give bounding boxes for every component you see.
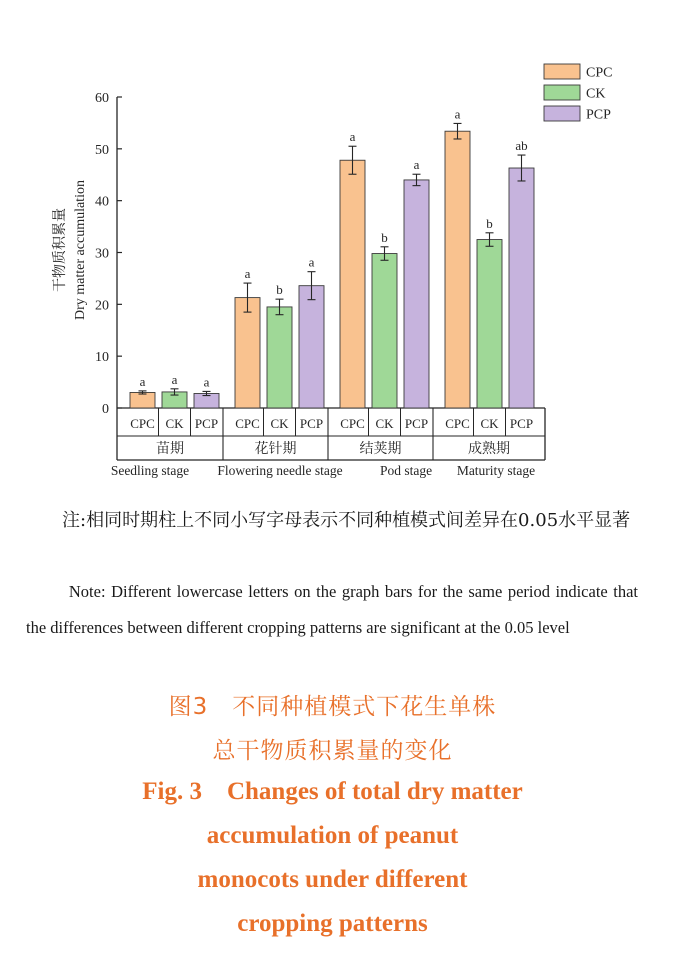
legend-swatch-ck	[544, 85, 580, 100]
y-tick-label: 60	[95, 91, 109, 106]
group-label-zh: 苗期	[156, 441, 184, 457]
bar-pcp	[509, 168, 534, 408]
significance-letter: a	[413, 157, 420, 173]
x-tick-label: CK	[165, 416, 184, 431]
x-tick-label: PCP	[299, 416, 324, 431]
bar-pcp	[299, 286, 324, 408]
y-tick-label: 40	[95, 194, 109, 210]
caption-en-line-3: monocots under different	[197, 866, 468, 893]
y-tick-label: 0	[102, 402, 109, 417]
x-tick-label: CPC	[340, 416, 365, 431]
group-label-zh: 成熟期	[468, 441, 510, 457]
bar-cpc	[235, 298, 260, 408]
x-tick-label: CPC	[130, 416, 155, 431]
caption-en-line-2: accumulation of peanut	[206, 822, 459, 849]
y-tick-label: 10	[95, 350, 109, 366]
note-chinese: 注:相同时期柱上不同小写字母表示不同种植模式间差异在0.05水平显著	[62, 510, 631, 531]
group-label-en: Seedling stage	[110, 463, 190, 478]
significance-letter: a	[139, 373, 146, 389]
bar-ck	[477, 240, 502, 408]
significance-letter: b	[486, 215, 493, 231]
significance-letter: b	[381, 229, 388, 245]
x-tick-label: PCP	[194, 416, 219, 431]
significance-letter: a	[171, 371, 178, 387]
significance-letter: a	[454, 106, 461, 122]
y-tick-label: 20	[95, 298, 109, 314]
y-axis-title-zh: 干物质积累量	[52, 208, 68, 292]
x-tick-label: CPC	[445, 416, 470, 431]
y-tick-label: 50	[95, 142, 109, 158]
bar-ck	[372, 254, 397, 408]
group-label-en: Flowering needle stage	[217, 463, 343, 478]
x-tick-label: PCP	[404, 416, 429, 431]
significance-letter: a	[308, 254, 315, 270]
legend-swatch-cpc	[544, 64, 580, 79]
x-tick-label: PCP	[509, 416, 534, 431]
legend-label-cpc: CPC	[586, 65, 613, 81]
x-tick-label: CK	[270, 416, 289, 431]
bar-cpc	[340, 160, 365, 408]
x-tick-label: CPC	[235, 416, 260, 431]
legend-label-pcp: PCP	[586, 107, 611, 123]
group-label-zh: 结荚期	[359, 441, 402, 457]
caption-zh-line-1: 图3 不同种植模式下花生单株	[168, 694, 497, 720]
group-label-zh: 花针期	[254, 441, 297, 457]
legend-label-ck: CK	[586, 86, 606, 102]
significance-letter: a	[203, 374, 210, 390]
note-english: Note: Different lowercase letters on the graph bars for the same period indicate that the differences between different cropping patterns are significant at the 0.05 level	[26, 582, 638, 637]
y-tick-label: 30	[95, 246, 109, 262]
legend-swatch-pcp	[544, 106, 580, 121]
bar-cpc	[445, 131, 470, 408]
significance-letter: a	[349, 129, 356, 145]
x-tick-label: CK	[375, 416, 394, 431]
bar-ck	[267, 307, 292, 408]
group-label-en: Maturity stage	[456, 463, 536, 478]
significance-letter: ab	[515, 138, 528, 154]
x-tick-label: CK	[480, 416, 499, 431]
bar-pcp	[404, 180, 429, 408]
caption-zh-line-2: 总干物质积累量的变化	[212, 738, 453, 764]
bar-cpc	[130, 392, 155, 408]
caption-en-line-1: Fig. 3 Changes of total dry matter	[142, 778, 523, 805]
significance-letter: a	[244, 266, 251, 282]
caption-en-line-4: cropping patterns	[237, 910, 428, 937]
significance-letter: b	[276, 282, 283, 298]
y-axis-title-en: Dry matter accumulation	[73, 180, 88, 320]
group-label-en: Pod stage	[379, 463, 433, 478]
